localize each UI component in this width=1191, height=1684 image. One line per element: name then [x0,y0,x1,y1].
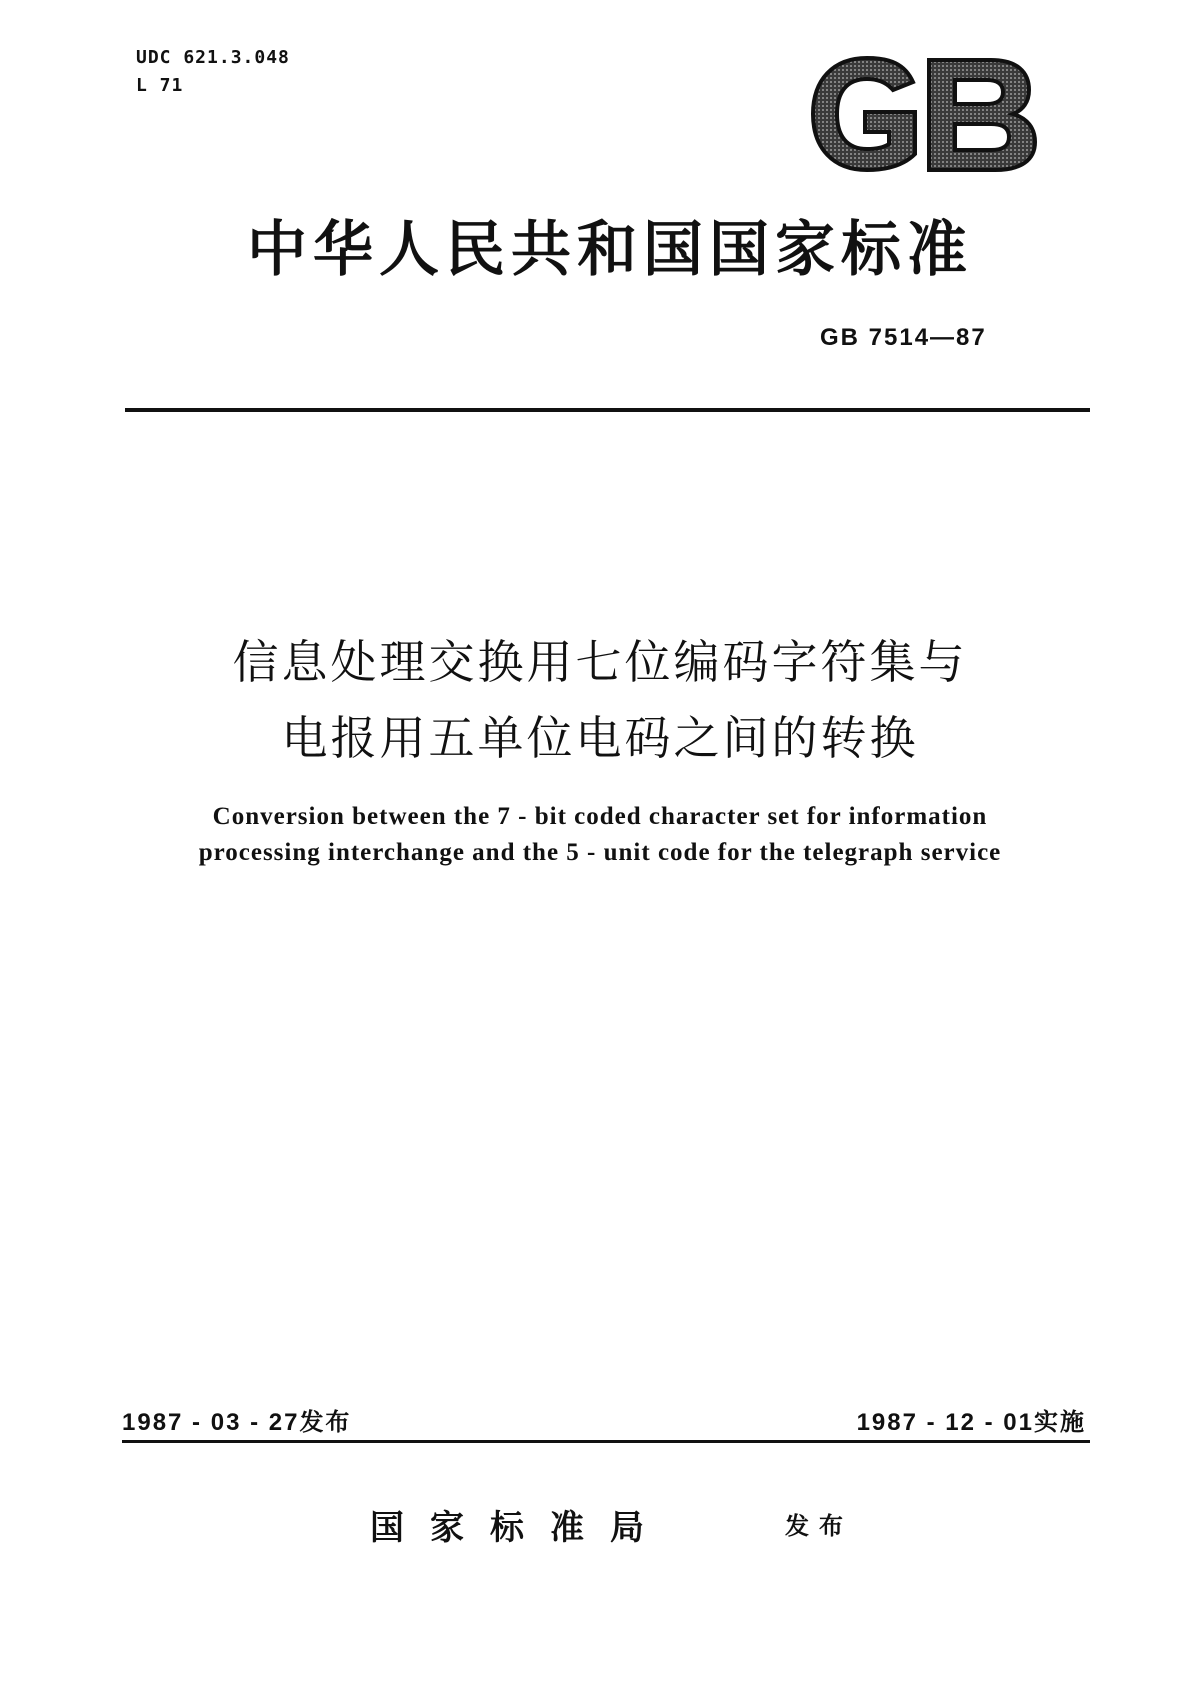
udc-code: UDC 621.3.048 [136,47,290,68]
bottom-divider [122,1440,1090,1443]
classification-code: L 71 [136,75,184,96]
issue-date: 1987 - 03 - 27发布 [122,1409,352,1436]
publisher-suffix: 发布 [785,1512,853,1540]
chinese-title-line-2: 电报用五单位电码之间的转换 [281,711,919,765]
top-divider [125,408,1090,412]
chinese-title-line-1: 信息处理交换用七位编码字符集与 [232,635,968,689]
publisher-name: 国家标准局 [370,1508,670,1548]
udc-classification [136,44,290,100]
main-title: 中华人民共和国国家标准 [247,215,973,285]
standard-number: GB 7514—87 [820,324,987,351]
english-title-line-2: processing interchange and the 5 - unit code for the telegraph service [198,839,1002,866]
gb-logo [805,52,1040,177]
effective-date: 1987 - 12 - 01实施 [856,1409,1086,1436]
english-title-line-1: Conversion between the 7 - bit coded character set for information [212,803,988,830]
